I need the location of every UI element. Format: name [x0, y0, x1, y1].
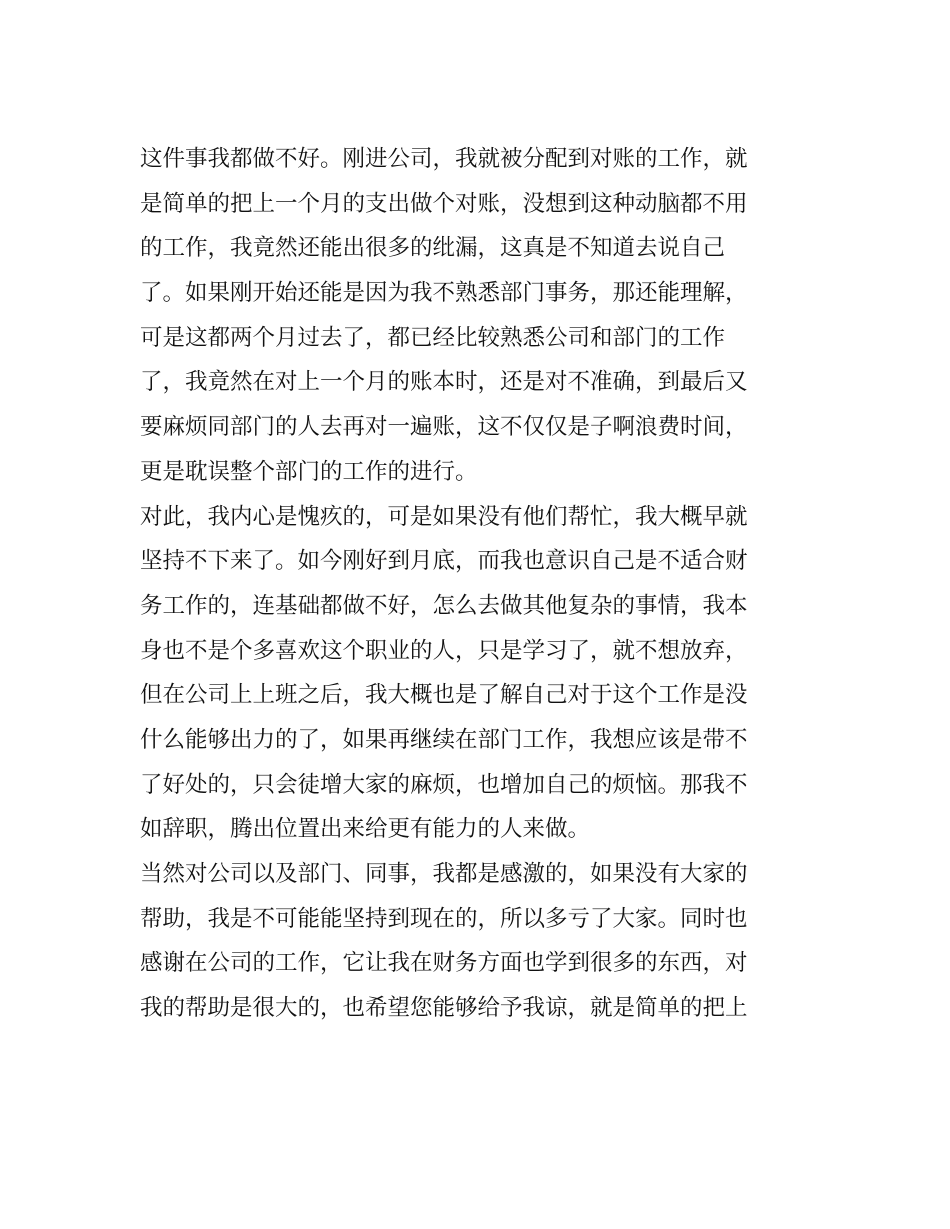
text-line: 的工作，我竟然还能出很多的纰漏，这真是不知道去说自己 — [140, 235, 726, 262]
text-line: 是简单的把上一个月的支出做个对账，没想到这种动脑都不用 — [140, 190, 748, 217]
text-line: 了。如果刚开始还能是因为我不熟悉部门事务，那还能理解， — [140, 280, 748, 307]
text-line: 如辞职，腾出位置出来给更有能力的人来做。 — [140, 816, 591, 843]
text-line: 什么能够出力的了，如果再继续在部门工作，我想应该是带不 — [140, 726, 748, 753]
text-line: 这件事我都做不好。刚进公司，我就被分配到对账的工作，就 — [140, 146, 748, 172]
text-line: 帮助，我是不可能能坚持到现在的，所以多亏了大家。同时也 — [140, 905, 748, 932]
text-line: 但在公司上上班之后，我大概也是了解自己对于这个工作是没 — [140, 682, 748, 709]
text-line: 更是耽误整个部门的工作的进行。 — [140, 458, 478, 485]
text-line: 坚持不下来了。如今刚好到月底，而我也意识自己是不适合财 — [140, 548, 748, 575]
text-line: 身也不是个多喜欢这个职业的人，只是学习了，就不想放弃， — [140, 637, 748, 664]
text-line: 要麻烦同部门的人去再对一遍账，这不仅仅是子啊浪费时间， — [140, 414, 748, 441]
text-line: 感谢在公司的工作，它让我在财务方面也学到很多的东西，对 — [140, 950, 748, 977]
text-line: 对此，我内心是愧疚的，可是如果没有他们帮忙，我大概早就 — [140, 503, 748, 530]
text-line: 可是这都两个月过去了，都已经比较熟悉公司和部门的工作 — [140, 324, 726, 351]
text-line: 了，我竟然在对上一个月的账本时，还是对不准确，到最后又 — [140, 369, 748, 396]
text-line: 了好处的，只会徒增大家的麻烦，也增加自己的烦恼。那我不 — [140, 771, 748, 798]
text-line: 我的帮助是很大的，也希望您能够给予我谅，就是简单的把上 — [140, 995, 748, 1022]
text-line: 当然对公司以及部门、同事，我都是感激的，如果没有大家的 — [140, 861, 748, 887]
body-text — [140, 137, 820, 1031]
text-line: 务工作的，连基础都做不好，怎么去做其他复杂的事情，我本 — [140, 592, 748, 619]
